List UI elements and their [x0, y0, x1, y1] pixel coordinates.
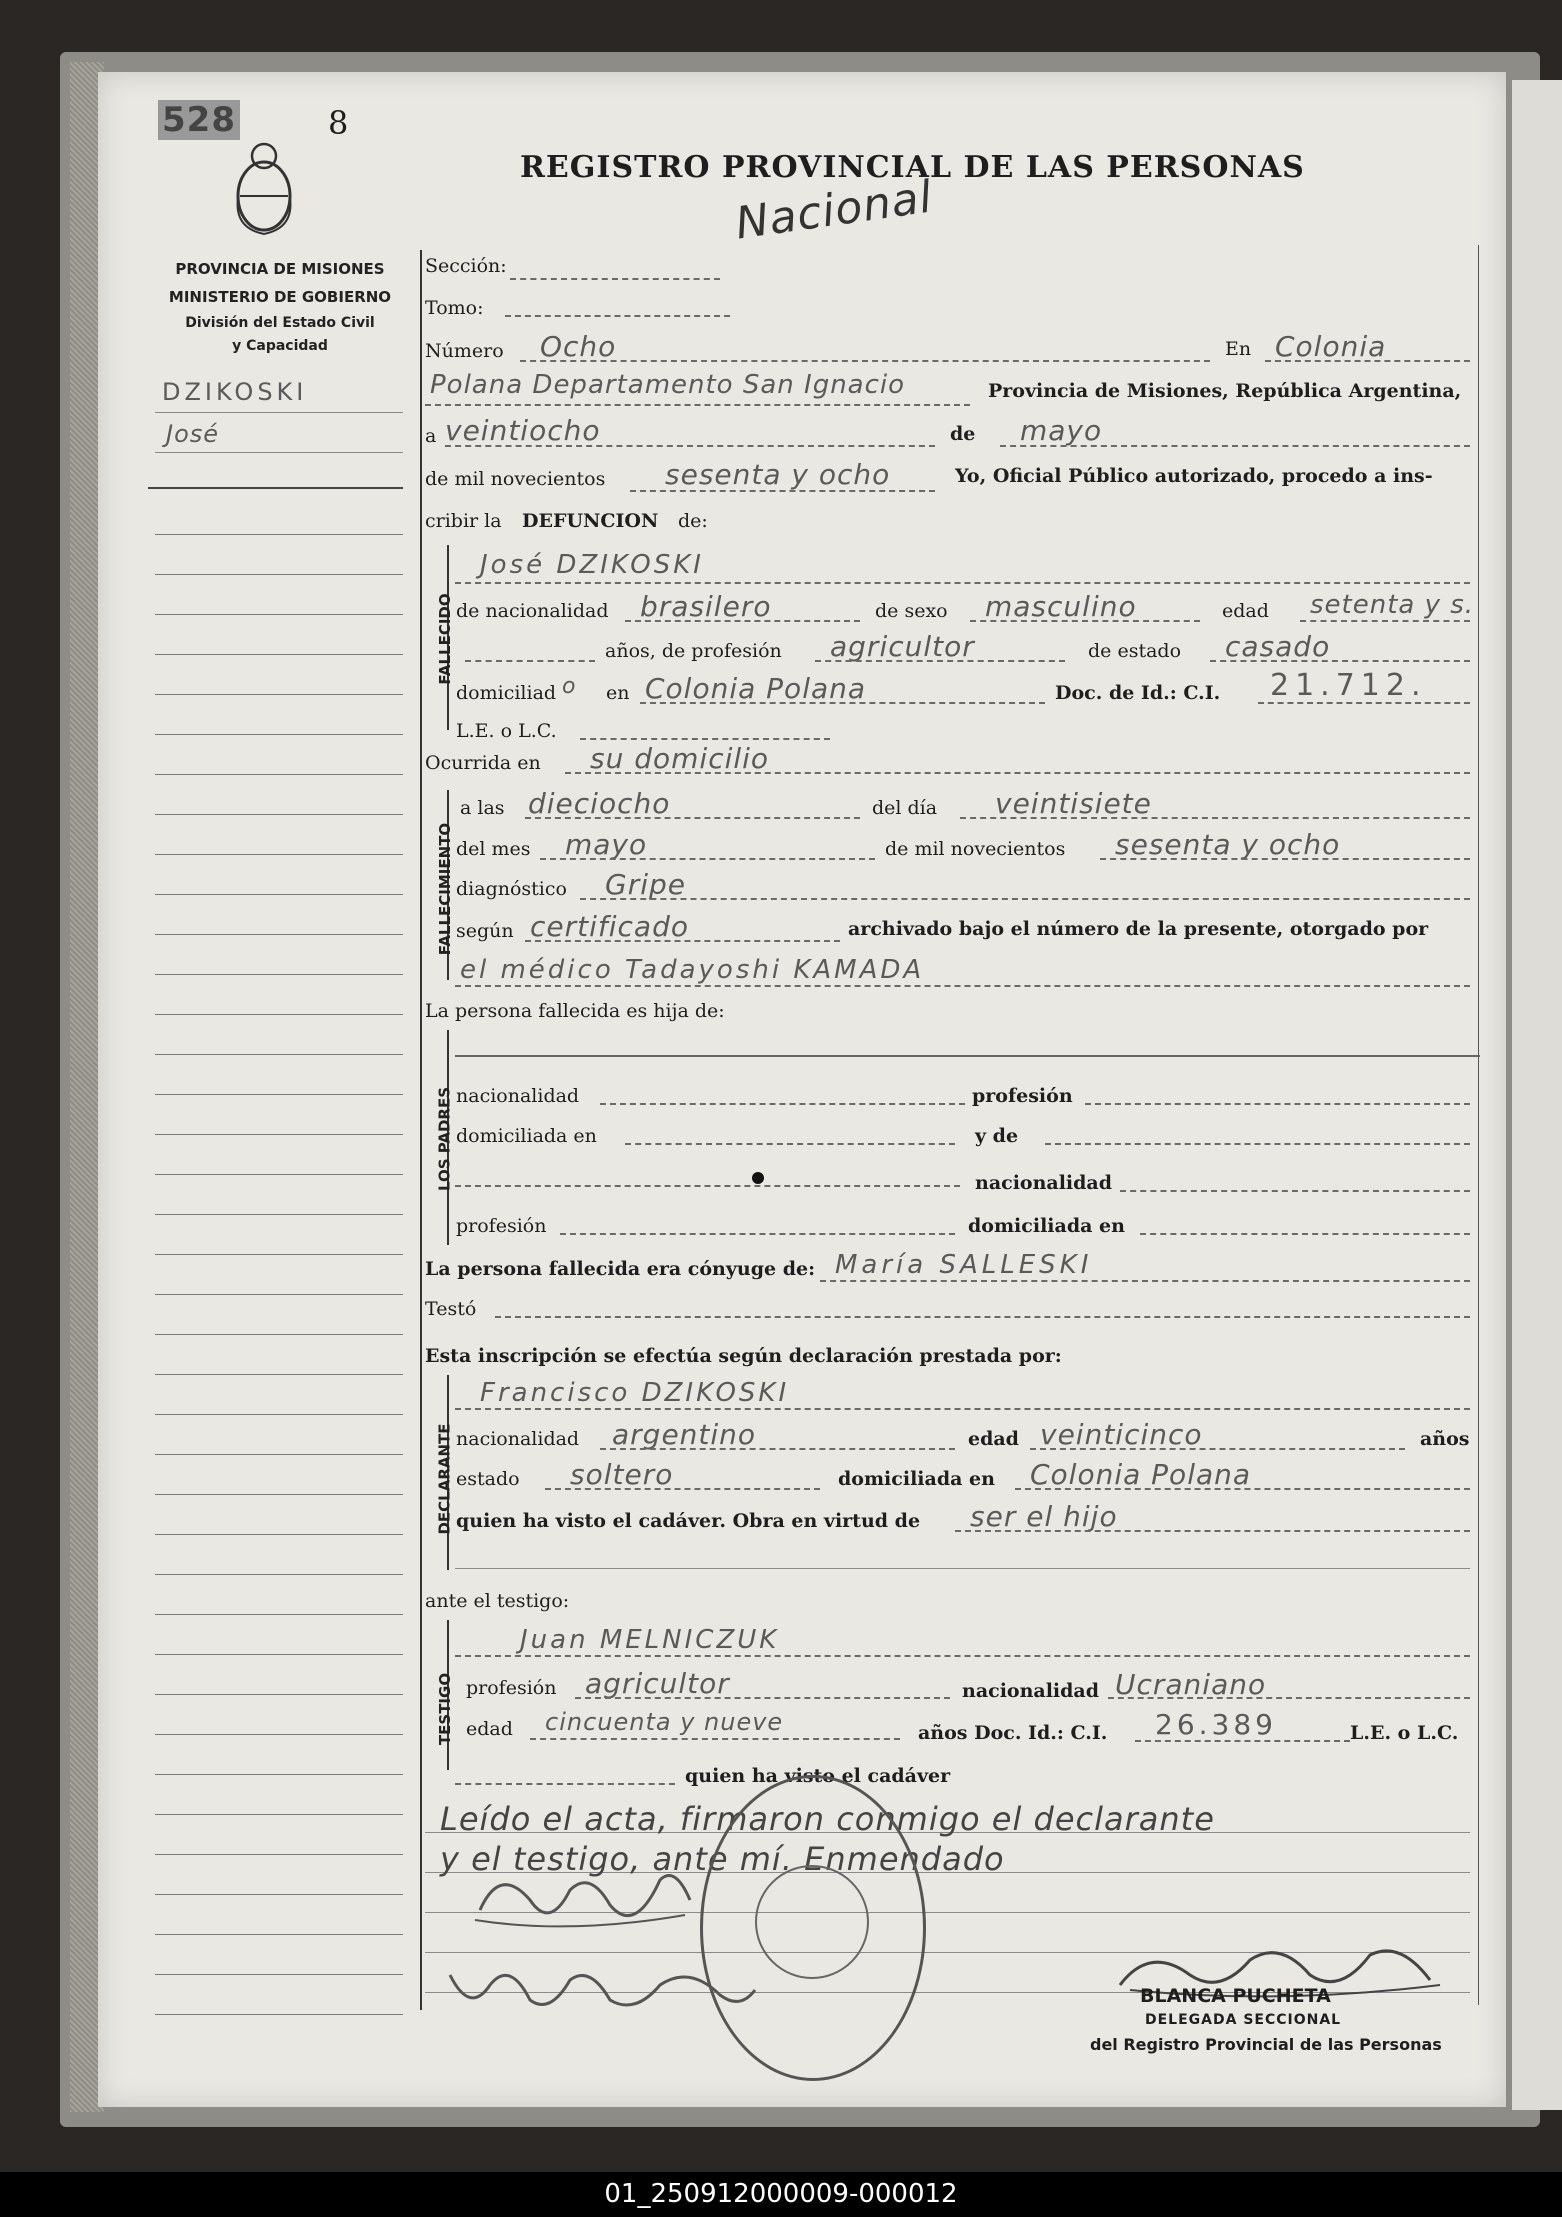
- padre-profesion-label: profesión: [972, 1085, 1073, 1107]
- padre-nacionalidad-line: [600, 1103, 965, 1105]
- testigo-doc-label: años Doc. Id.: C.I.: [918, 1722, 1108, 1744]
- mil-line: [630, 490, 935, 492]
- del-mes-line: [540, 858, 875, 860]
- cribir-de: de:: [678, 510, 708, 532]
- division-line2: y Capacidad: [232, 338, 328, 354]
- testigo-name: Juan MELNICZUK: [520, 1625, 780, 1655]
- fallecido-name-line: [455, 582, 1470, 584]
- place-line: [425, 404, 970, 406]
- declarante-cadaver-line: [955, 1530, 1470, 1532]
- del-mes-label: del mes: [456, 838, 531, 860]
- stamp-number: 528: [158, 100, 240, 140]
- padre-profesion-line: [1085, 1103, 1470, 1105]
- declarante-anos-label: años: [1420, 1428, 1470, 1450]
- main-vertical-rule: [420, 250, 422, 2010]
- declarante-nacionalidad-line: [600, 1448, 955, 1450]
- en-line: [1265, 360, 1470, 362]
- ocurrida-line: [565, 772, 1470, 774]
- fallecido-doc-label: Doc. de Id.: C.I.: [1055, 682, 1221, 704]
- official-name: BLANCA PUCHETA: [1140, 1985, 1331, 2007]
- en-value: Colonia: [1275, 330, 1387, 363]
- margin-given-name: José: [166, 420, 220, 448]
- numero-line: [520, 360, 1210, 362]
- a-las-line: [525, 817, 860, 819]
- diagnostico-label: diagnóstico: [456, 878, 567, 900]
- margin-line: [155, 452, 403, 453]
- madre-y-de-label: y de: [975, 1125, 1019, 1147]
- segun-label: según: [456, 920, 514, 942]
- declarante-nacionalidad-value: argentino: [612, 1418, 757, 1451]
- fallecido-doc-line: [1258, 702, 1470, 704]
- madre-nacionalidad-label: nacionalidad: [975, 1172, 1113, 1194]
- fallecido-le-label: L.E. o L.C.: [456, 720, 557, 742]
- ministry-label: MINISTERIO DE GOBIERNO: [168, 288, 392, 306]
- padres-intro: La persona fallecida es hija de:: [425, 1000, 725, 1022]
- mil-value: sesenta y ocho: [665, 458, 891, 491]
- medico-value: el médico Tadayoshi KAMADA: [460, 955, 925, 985]
- fallecido-anos-label: años, de profesión: [605, 640, 782, 662]
- fallecido-nacionalidad-value: brasilero: [640, 590, 772, 623]
- testigo-cadaver-label: quien ha visto el cadáver: [685, 1765, 951, 1787]
- conyuge-value: María SALLESKI: [835, 1250, 1093, 1280]
- segun-line: [525, 940, 840, 942]
- testigo-doc-line: [1135, 1740, 1350, 1742]
- declarante-intro: Esta inscripción se efectúa según declaración prestada por:: [425, 1345, 1062, 1367]
- numero-label: Número: [425, 340, 504, 362]
- fallecimiento-mil-value: sesenta y ocho: [1115, 828, 1341, 861]
- page-title: REGISTRO PROVINCIAL DE LAS PERSONAS: [520, 150, 1305, 185]
- diagnostico-line: [580, 898, 1470, 900]
- testigo-section-label: TESTIGO: [436, 1672, 454, 1746]
- fallecido-sexo-line: [970, 620, 1200, 622]
- en-label: En: [1225, 338, 1252, 360]
- testigo-edad-label: edad: [466, 1718, 513, 1740]
- margin-line: [155, 412, 403, 413]
- a-las-value: dieciocho: [528, 787, 671, 820]
- fallecimiento-mil-line: [1100, 858, 1470, 860]
- ocurrida-value: su domicilio: [590, 742, 770, 775]
- fallecido-section-label: FALLECIDO: [436, 593, 454, 685]
- del-mes-value: mayo: [565, 828, 648, 861]
- de-label: de: [950, 423, 976, 445]
- padre-domiciliada-line: [625, 1143, 955, 1145]
- declarante-domiciliada-value: Colonia Polana: [1030, 1458, 1252, 1491]
- fallecido-anos-line: [465, 660, 595, 662]
- declarante-nacionalidad-label: nacionalidad: [456, 1428, 580, 1450]
- fallecido-sexo-value: masculino: [985, 590, 1137, 623]
- testo-label: Testó: [425, 1298, 477, 1320]
- declarante-domiciliada-line: [1015, 1488, 1470, 1490]
- testigo-intro: ante el testigo:: [425, 1590, 570, 1612]
- del-dia-line: [960, 817, 1470, 819]
- madre-nacionalidad-line: [1120, 1190, 1470, 1192]
- tomo-line: [505, 315, 730, 317]
- de-line: [1000, 445, 1470, 447]
- testigo-profesion-label: profesión: [466, 1677, 557, 1699]
- del-dia-value: veintisiete: [995, 787, 1152, 820]
- declarante-estado-line: [545, 1488, 820, 1490]
- fallecido-estado-line: [1210, 660, 1470, 662]
- declarante-edad-value: veinticinco: [1040, 1418, 1203, 1451]
- seccion-label: Sección:: [425, 255, 507, 277]
- place-value: Polana Departamento San Ignacio: [430, 370, 906, 400]
- fallecido-le-line: [580, 738, 830, 740]
- padres-section-label: LOS PADRES: [435, 1086, 454, 1192]
- madre-domiciliada-line: [1140, 1233, 1470, 1235]
- testigo-nacionalidad-line: [1108, 1697, 1470, 1699]
- closing-line1: Leído el acta, firmaron conmigo el declarante: [440, 1800, 1215, 1838]
- testo-line: [495, 1316, 1470, 1318]
- fallecido-domicilio-line: [640, 702, 1045, 704]
- margin-surname: DZIKOSKI: [162, 378, 308, 406]
- declarante-signature: [470, 1860, 700, 1940]
- fallecimiento-section-label: FALLECIMIENTO: [436, 822, 454, 956]
- mil-label: de mil novecientos: [425, 468, 606, 490]
- fallecido-domiciliado-label: domiciliad: [456, 682, 557, 704]
- declarante-name-line: [455, 1408, 1470, 1410]
- division-line1: División del Estado Civil: [185, 315, 375, 331]
- tomo-label: Tomo:: [425, 297, 484, 319]
- coat-of-arms-icon: [232, 138, 296, 238]
- declarante-extra-line: [455, 1568, 1470, 1569]
- testigo-edad-value: cincuenta y nueve: [545, 1708, 784, 1736]
- next-page-edge: [1512, 80, 1562, 2110]
- official-office: del Registro Provincial de las Personas: [1090, 2035, 1442, 2054]
- diagnostico-value: Gripe: [605, 868, 686, 901]
- declarante-estado-value: soltero: [570, 1458, 674, 1491]
- testigo-profesion-line: [575, 1697, 950, 1699]
- ink-blot: [752, 1172, 764, 1184]
- declarante-domiciliada-label: domiciliada en: [838, 1468, 995, 1490]
- conyuge-label: La persona fallecida era cónyuge de:: [425, 1258, 816, 1280]
- fallecido-edad-line: [1300, 620, 1470, 622]
- right-vertical-rule: [1478, 245, 1479, 2005]
- del-dia-label: del día: [872, 797, 938, 819]
- closing-line2: y el testigo, ante mí. Enmendado: [440, 1840, 1005, 1878]
- testigo-cadaver-line: [455, 1783, 675, 1785]
- fallecido-nacionalidad-label: de nacionalidad: [456, 600, 609, 622]
- margin-ruled-lines: [155, 495, 403, 2035]
- madre-profesion-line: [560, 1233, 955, 1235]
- testigo-profesion-value: agricultor: [585, 1667, 730, 1700]
- archivado-text: archivado bajo el número de la presente, otorgado por: [848, 918, 1429, 940]
- defuncion-label: DEFUNCION: [522, 510, 659, 532]
- testigo-nacionalidad-label: nacionalidad: [962, 1680, 1100, 1702]
- seal-emblem: [755, 1865, 869, 1979]
- testigo-doc-value: 26.389: [1155, 1708, 1277, 1741]
- oficial-text: Yo, Oficial Público autorizado, procedo a ins-: [955, 465, 1433, 487]
- fallecimiento-mil-label: de mil novecientos: [885, 838, 1066, 860]
- padre-name-line: [455, 1055, 1480, 1057]
- fallecido-edad-label: edad: [1222, 600, 1269, 622]
- provincia-text: Provincia de Misiones, República Argentina,: [988, 380, 1462, 402]
- fallecido-sexo-label: de sexo: [875, 600, 948, 622]
- declarante-section-label: DECLARANTE: [435, 1423, 454, 1535]
- conyuge-line: [820, 1280, 1470, 1282]
- ocurrida-label: Ocurrida en: [425, 752, 541, 774]
- madre-extra-line: [455, 1185, 960, 1187]
- fallecido-doc-value: 21.712.: [1270, 668, 1427, 703]
- testigo-edad-line: [530, 1738, 900, 1740]
- madre-domiciliada-label: domiciliada en: [968, 1215, 1125, 1237]
- fallecido-nacionalidad-line: [625, 620, 860, 622]
- fallecido-domiciliado-suffix: o: [562, 674, 577, 699]
- declarante-name: Francisco DZIKOSKI: [480, 1378, 790, 1408]
- numero-value: Ocho: [540, 330, 617, 363]
- fallecido-domicilio-value: Colonia Polana: [645, 672, 867, 705]
- fallecido-profesion-value: agricultor: [830, 630, 975, 663]
- fallecido-profesion-line: [815, 660, 1065, 662]
- declarante-cadaver-value: ser el hijo: [970, 1500, 1118, 1533]
- testigo-nacionalidad-value: Ucraniano: [1115, 1668, 1267, 1701]
- seccion-line: [510, 278, 720, 280]
- official-title: DELEGADA SECCIONAL: [1145, 2012, 1342, 2028]
- segun-value: certificado: [530, 910, 689, 943]
- declarante-estado-label: estado: [456, 1468, 520, 1490]
- testigo-name-line: [455, 1655, 1470, 1657]
- a-label: a: [425, 425, 437, 447]
- fallecido-estado-label: de estado: [1088, 640, 1182, 662]
- a-las-label: a las: [460, 797, 505, 819]
- page-number: 8: [328, 104, 349, 142]
- handwritten-overlay: Nacional: [732, 171, 936, 250]
- image-id-bar: 01_250912000009-000012: [0, 2172, 1562, 2217]
- de-value: mayo: [1020, 414, 1103, 447]
- province-label: PROVINCIA DE MISIONES: [175, 260, 385, 278]
- fallecido-name: José DZIKOSKI: [480, 550, 704, 580]
- fallecido-en-label: en: [606, 682, 630, 704]
- padre-nacionalidad-label: nacionalidad: [456, 1085, 580, 1107]
- declarante-cadaver-label: quien ha visto el cadáver. Obra en virtud de: [456, 1510, 921, 1532]
- margin-divider: [148, 487, 403, 489]
- testigo-le-label: L.E. o L.C.: [1350, 1722, 1459, 1744]
- fallecido-estado-value: casado: [1225, 630, 1331, 663]
- declarante-edad-line: [1030, 1448, 1405, 1450]
- madre-name-line: [1045, 1143, 1470, 1145]
- cribir-text: cribir la: [425, 510, 502, 532]
- a-line: [445, 445, 935, 447]
- medico-line: [455, 985, 1470, 987]
- a-value: veintiocho: [445, 414, 601, 447]
- padre-domiciliada-label: domiciliada en: [456, 1125, 597, 1147]
- madre-profesion-label: profesión: [456, 1215, 547, 1237]
- fallecido-edad-value: setenta y s.: [1310, 590, 1475, 620]
- declarante-edad-label: edad: [968, 1428, 1019, 1450]
